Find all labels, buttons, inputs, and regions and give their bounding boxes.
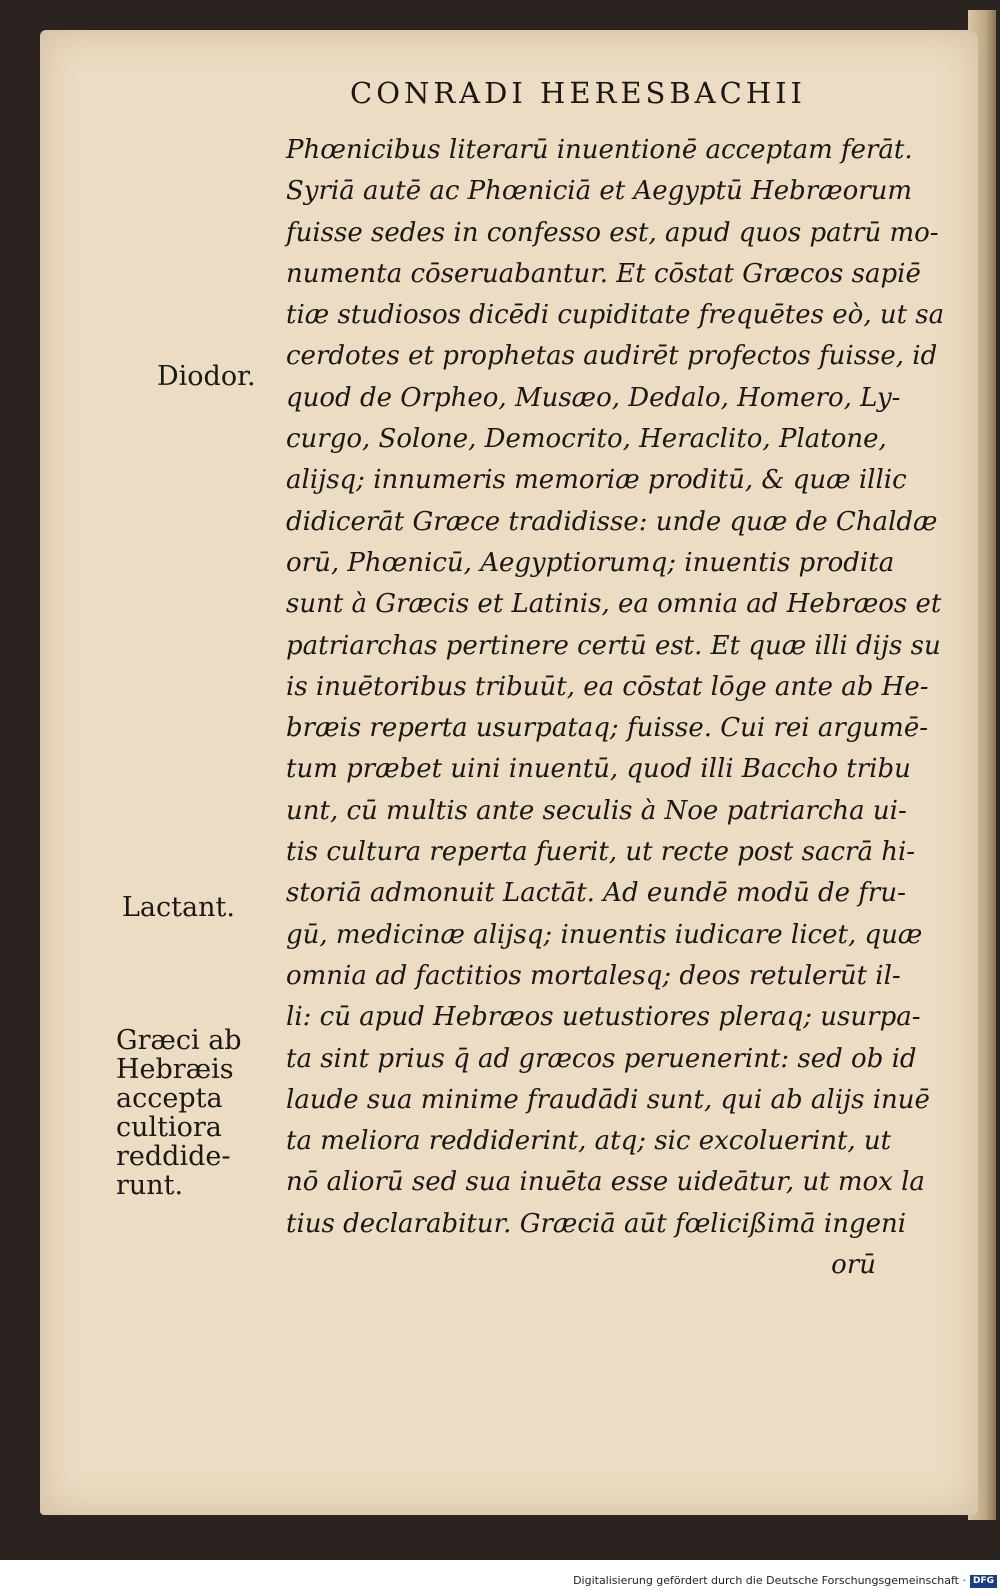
text-line: tius declarabitur. Græciā aūt fœlicißimā ingeni — [286, 1208, 907, 1239]
text-line: bræis reperta usurpataq; fuisse. Cui rei argumē- — [286, 713, 928, 744]
text-line: unt, cū multis ante seculis à Noe patriarcha ui- — [286, 795, 907, 826]
funding-footer — [0, 1571, 997, 1590]
catchword: orū — [831, 1250, 876, 1281]
margin-note-line: runt. — [116, 1170, 184, 1201]
text-line: tum præbet uini inuentū, quod illi Baccho tribu — [286, 754, 911, 785]
text-line: laude sua minime fraudādi sunt, qui ab alijs inuē — [286, 1084, 930, 1115]
dfg-logo: DFG — [970, 1575, 997, 1588]
text-line: is inuētoribus tribuūt, ea cōstat lōge ante ab He- — [286, 671, 929, 702]
text-line: curgo, Solone, Democrito, Heraclito, Platone, — [286, 424, 887, 455]
text-line: tis cultura reperta fuerit, ut recte post sacrā hi- — [286, 837, 916, 868]
text-line: patriarchas pertinere certū est. Et quæ illi dijs su — [286, 630, 941, 661]
text-line: omnia ad factitios mortalesq; deos retulerūt il- — [286, 960, 901, 991]
body-text — [286, 130, 945, 1286]
text-line: nō aliorū sed sua inuēta esse uideātur, ut mox la — [286, 1167, 925, 1198]
text-line: tiæ studiosos dicēdi cupiditate frequētes eò, ut sa — [286, 300, 945, 331]
margin-note-line: cultiora — [116, 1112, 222, 1143]
text-line: gū, medicinæ alijsq; inuentis iudicare licet, quæ — [286, 919, 923, 950]
footer-text: Digitalisierung gefördert durch die Deutsche Forschungsgemeinschaft · — [573, 1574, 966, 1587]
text-line: orū, Phœnicū, Aegyptiorumq; inuentis prodita — [286, 547, 895, 578]
text-line: didicerāt Græce tradidisse: unde quæ de Chaldæ — [286, 506, 938, 537]
margin-note-graeci — [116, 1026, 242, 1200]
margin-note-diodor: Diodor. — [157, 361, 256, 392]
text-line: storiā admonuit Lactāt. Ad eundē modū de fru- — [286, 878, 906, 909]
text-line: fuisse sedes in confesso est, apud quos patrū mo- — [286, 217, 939, 248]
margin-note-line: Hebræis — [116, 1054, 234, 1085]
text-line: ta meliora reddiderint, atq; sic excoluerint, ut — [286, 1126, 892, 1157]
text-line: alijsq; innumeris memoriæ proditū, & quæ illic — [286, 465, 907, 496]
margin-note-line: accepta — [116, 1083, 223, 1114]
text-line: ta sint prius q̄ ad græcos peruenerint: sed ob id — [286, 1043, 917, 1074]
text-line: li: cū apud Hebræos uetustiores pleraq; usurpa- — [286, 1002, 921, 1033]
margin-note-line: reddide- — [116, 1141, 231, 1172]
margin-note-lactant: Lactant. — [122, 892, 235, 923]
text-line: cerdotes et prophetas audirēt profectos fuisse, id — [286, 341, 938, 372]
text-line: quod de Orpheo, Musæo, Dedalo, Homero, Ly- — [286, 382, 901, 413]
text-line: Phœnicibus literarū inuentionē acceptam ferāt. — [286, 135, 913, 165]
text-line: numenta cōseruabantur. Et cōstat Græcos sapiē — [286, 258, 921, 289]
margin-note-line: Græci ab — [116, 1025, 242, 1056]
running-head: CONRADI HERESBACHII — [350, 76, 807, 110]
text-line: Syriā autē ac Phœniciā et Aegyptū Hebræorum — [286, 176, 913, 207]
text-line: sunt à Græcis et Latinis, ea omnia ad Hebræos et — [286, 589, 942, 620]
